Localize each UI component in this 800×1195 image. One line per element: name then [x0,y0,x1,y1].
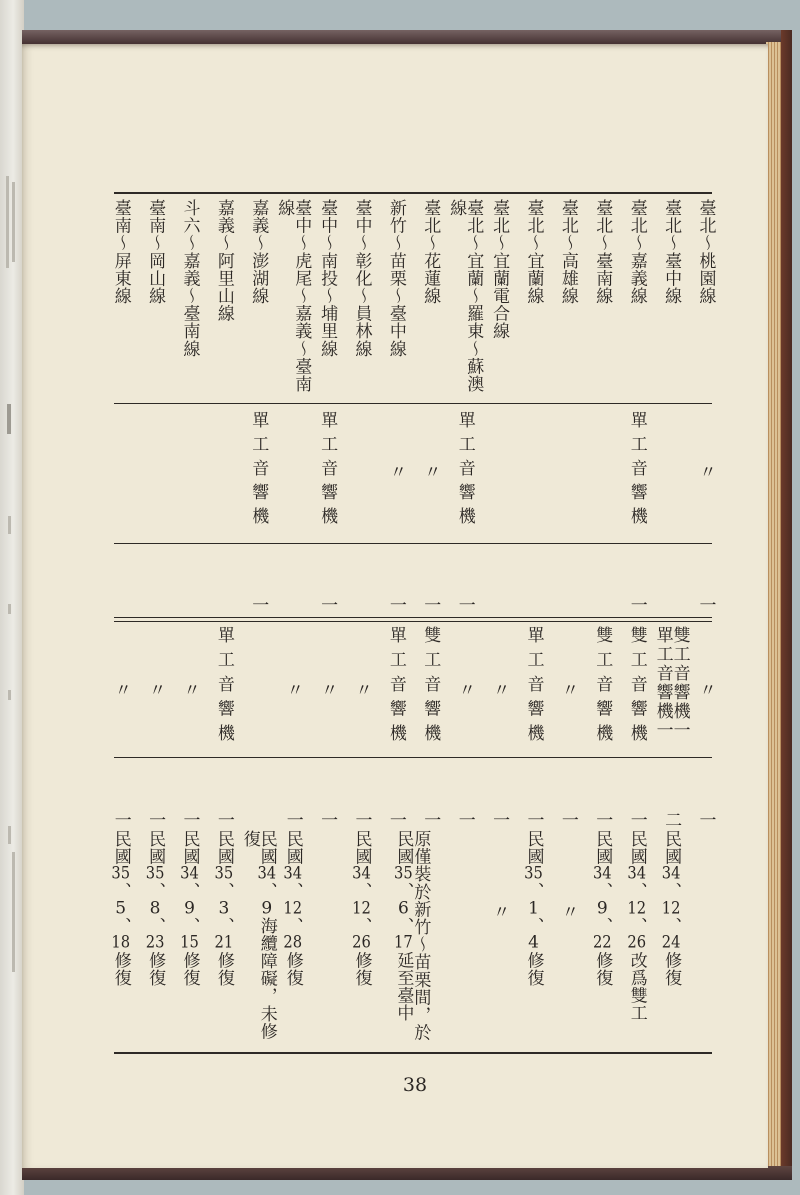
table-rule-double [114,617,712,618]
ditto-mark: 〃 [489,681,510,699]
count-after: 一 [695,811,716,829]
equipment-after: 單工音響機 [523,626,544,749]
remark: 民國34、9、15修復 [179,830,200,987]
equipment-before: 單工音響機 [454,411,475,531]
equipment-before: 單工音響機 [248,411,269,531]
equipment-before: 單工音響機 [317,411,338,531]
remark: 民國34、12、26修復 [351,830,372,987]
equipment-after-line: 雙工音響機一 [669,626,690,740]
count-before: 一 [248,596,269,614]
equipment-after: 雙工音響機 [592,626,613,749]
adjacent-page-text-fragment [6,176,9,268]
remark: 民國34、9、22修復 [592,830,613,987]
ditto-mark: 〃 [385,463,406,481]
ditto-mark: 〃 [557,681,578,699]
remark: 民國35、8、23修復 [145,830,166,987]
adjacent-page-text-fragment [8,826,11,844]
book-cover-bottom-edge [22,1166,792,1180]
count-before: 一 [626,596,647,614]
route-name: 嘉義〜澎湖線 [248,199,269,305]
route-name: 臺北〜宜蘭線 [523,199,544,305]
route-name: 臺北〜宜蘭電合線 [489,199,510,340]
count-after: 一 [592,811,613,829]
adjacent-page-text-fragment [12,182,15,262]
ditto-mark: 〃 [145,681,166,699]
table-rule-top [114,192,712,194]
route-name: 臺中〜彰化〜員林線 [351,199,372,358]
ditto-mark: 〃 [351,681,372,699]
count-after: 一 [317,811,338,829]
count-before: 一 [317,596,338,614]
count-after: 一 [489,811,510,829]
route-name: 臺北〜臺南線 [592,199,613,305]
table-rule [114,543,712,544]
equipment-after: 雙工音響機 [626,626,647,749]
route-name: 臺北〜高雄線 [557,199,578,305]
route-name: 臺南〜岡山線 [145,199,166,305]
count-after: 一 [557,811,578,829]
count-after: 一 [351,811,372,829]
remark: 民國35、1、4修復 [523,830,544,987]
ditto-mark: 〃 [489,903,510,921]
ditto-mark: 〃 [454,681,475,699]
route-name: 臺北〜宜蘭〜羅東〜蘇澳線 [446,199,484,393]
remark: 民國34、12、26改爲雙工 [626,830,647,1022]
adjacent-page-text-fragment [12,852,15,972]
count-after: 一 [282,811,303,829]
page-number: 38 [402,1074,428,1096]
count-after: 一 [523,811,544,829]
route-name: 臺北〜臺中線 [661,199,682,305]
adjacent-page-text-fragment [8,604,11,614]
ditto-mark: 〃 [282,681,303,699]
equipment-after [654,626,688,756]
route-name: 嘉義〜阿里山線 [213,199,234,323]
count-after: 一 [626,811,647,829]
remark: 原僅裝於新竹〜苗栗間，於民國35、6、17延至臺中 [393,830,431,1042]
count-after: 一 [454,811,475,829]
remark: 民國34、9海纜障礙，未修復 [239,830,277,1041]
ditto-mark: 〃 [110,681,131,699]
ditto-mark: 〃 [420,463,441,481]
count-before: 一 [695,596,716,614]
count-after: 一 [110,811,131,829]
equipment-after: 單工音響機 [385,626,406,749]
table-rule-bottom [114,1052,712,1054]
ditto-mark: 〃 [695,681,716,699]
route-name: 臺中〜南投〜埔里線 [317,199,338,358]
route-name: 新竹〜苗栗〜臺中線 [385,199,406,358]
table-rule-double [114,621,712,622]
route-name: 臺北〜嘉義線 [626,199,647,305]
adjacent-page-edge [0,0,24,1195]
ditto-mark: 〃 [695,463,716,481]
count-before: 一 [454,596,475,614]
book-page-stack [766,42,782,1170]
route-name: 斗六〜嘉義〜臺南線 [179,199,200,358]
count-after: 二 [661,811,682,829]
count-before: 一 [420,596,441,614]
ditto-mark: 〃 [317,681,338,699]
remark: 民國34、12、24修復 [661,830,682,987]
adjacent-page-text-fragment [7,404,11,434]
count-after: 一 [420,811,441,829]
count-after: 一 [213,811,234,829]
count-after: 一 [385,811,406,829]
route-name: 臺南〜屏東線 [110,199,131,305]
remark: 民國34、12、28修復 [282,830,303,987]
count-after: 一 [179,811,200,829]
ditto-mark: 〃 [179,681,200,699]
remark: 民國35、3、21修復 [213,830,234,987]
route-name: 臺北〜花蓮線 [420,199,441,305]
equipment-after-line: 單工音響機一 [652,626,673,740]
equipment-after: 單工音響機 [213,626,234,749]
route-name: 臺中〜虎尾〜嘉義〜臺南線 [274,199,312,393]
equipment-after: 雙工音響機 [420,626,441,749]
equipment-before: 單工音響機 [626,411,647,531]
remark: 民國35、5、18修復 [110,830,131,987]
table-rule [114,757,712,758]
adjacent-page-text-fragment [8,516,11,534]
book-cover-right-edge [781,30,792,1180]
adjacent-page-text-fragment [8,690,11,700]
table-rule [114,403,712,404]
count-after: 一 [145,811,166,829]
ditto-mark: 〃 [557,903,578,921]
route-name: 臺北〜桃園線 [695,199,716,305]
count-before: 一 [385,596,406,614]
